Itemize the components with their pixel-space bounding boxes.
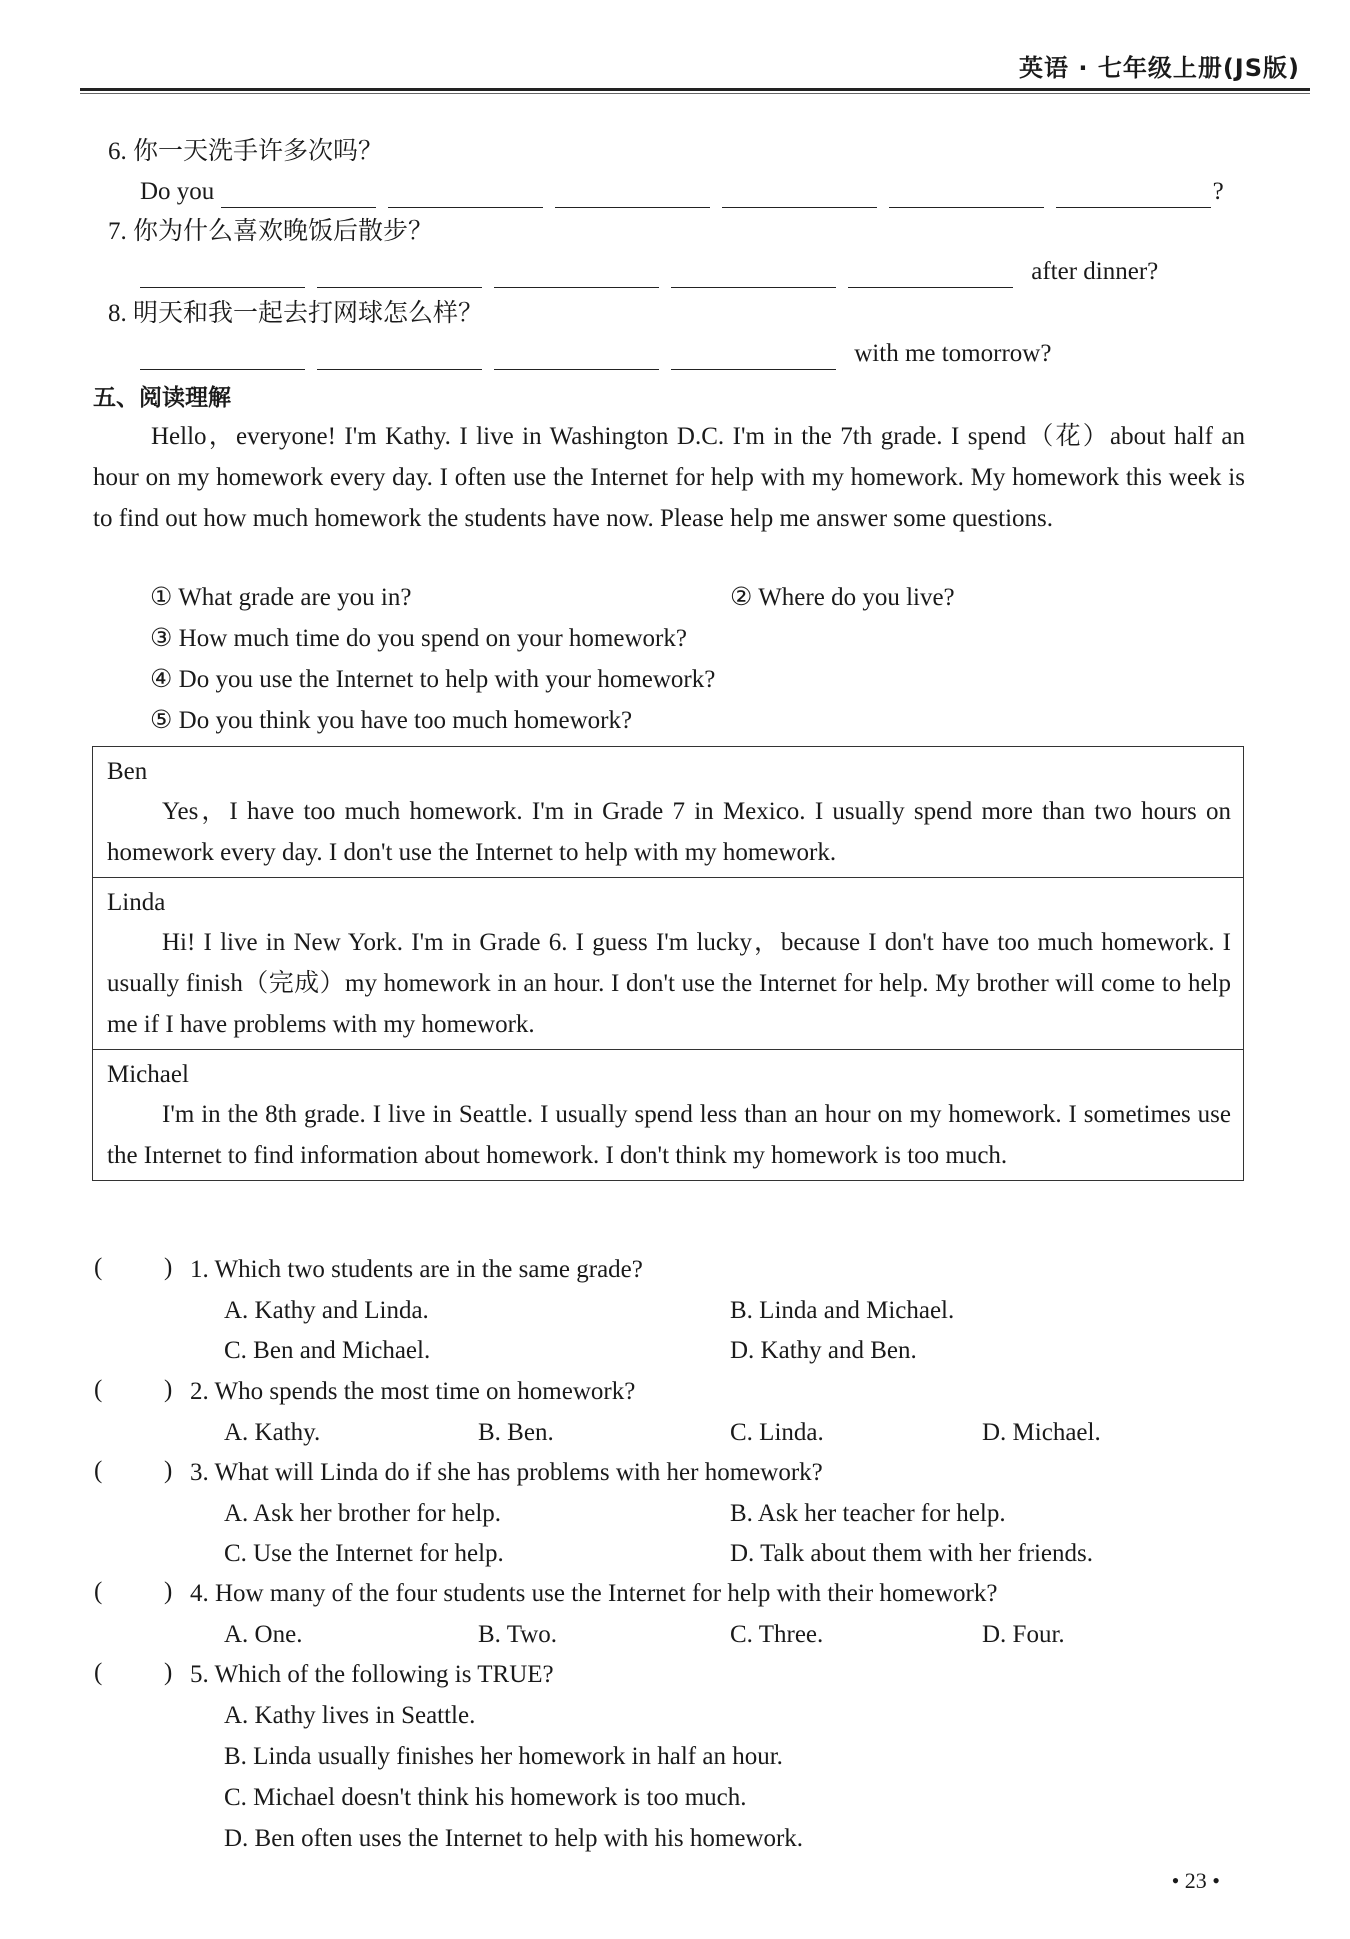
answer-paren-open: (: [94, 1659, 103, 1686]
answer-blank[interactable]: [494, 261, 659, 288]
book-title: 英语 · 七年级上册(JS版): [1019, 54, 1300, 82]
mcq-stem: 3. What will Linda do if she has problems with her homework?: [190, 1459, 823, 1486]
q8-answer-line: [140, 338, 1051, 370]
student-answer: I'm in the 8th grade. I live in Seattle. I usually spend less than an hour on my homework. I sometimes use the Internet to find information about homework. I don't think my homework is too much.: [107, 1101, 1231, 1169]
q6-lead: Do you: [140, 178, 215, 205]
answer-blank[interactable]: [555, 181, 710, 208]
mcq-option[interactable]: A. Ask her brother for help.: [224, 1500, 502, 1527]
student-name: Michael: [107, 1061, 189, 1088]
answer-blank[interactable]: [494, 343, 659, 370]
q8-prompt: 8. 明天和我一起去打网球怎么样？: [108, 300, 484, 327]
answer-paren-close: ): [164, 1376, 173, 1403]
mcq-option[interactable]: A. Kathy and Linda.: [224, 1297, 429, 1324]
answer-paren-close: ): [164, 1578, 173, 1605]
mcq-option[interactable]: D. Kathy and Ben.: [730, 1337, 917, 1364]
q7-tail: after dinner?: [1031, 258, 1159, 285]
answer-cell-ben: [93, 747, 1243, 878]
survey-question: ④ Do you use the Internet to help with your homework?: [150, 666, 716, 693]
answer-blank[interactable]: [671, 343, 836, 370]
mcq-stem: 4. How many of the four students use the Internet for help with their homework?: [190, 1580, 998, 1607]
answers-table: [92, 746, 1244, 1181]
mcq-option[interactable]: B. Linda and Michael.: [730, 1297, 955, 1324]
mcq-option[interactable]: C. Use the Internet for help.: [224, 1540, 504, 1567]
q6-answer-line: [140, 176, 1224, 208]
survey-question: ⑤ Do you think you have too much homework?: [150, 707, 633, 734]
section-heading: 五、阅读理解: [93, 385, 231, 411]
answer-blank[interactable]: [848, 261, 1013, 288]
answer-blank[interactable]: [671, 261, 836, 288]
answer-blank[interactable]: [317, 343, 482, 370]
student-answer: Hi! I live in New York. I'm in Grade 6. I guess I'm lucky，because I don't have too much homework. I usually finish（完成）my homework in an hour. I don't use the Internet for help. My brother will come to help me if I have problems with my homework.: [107, 929, 1231, 1038]
answer-blank[interactable]: [317, 261, 482, 288]
page-number: • 23 •: [1171, 1868, 1220, 1893]
answer-cell-linda: [93, 878, 1243, 1050]
mcq-option[interactable]: B. Ben.: [478, 1419, 554, 1446]
mcq-option[interactable]: B. Two.: [478, 1621, 558, 1648]
answer-blank[interactable]: [722, 181, 877, 208]
header-rule: [80, 88, 1310, 91]
answer-blank[interactable]: [388, 181, 543, 208]
answer-paren-open: (: [94, 1578, 103, 1605]
mcq-option[interactable]: D. Ben often uses the Internet to help with his homework.: [224, 1825, 804, 1852]
answer-paren-open: (: [94, 1254, 103, 1281]
header-rule-thin: [80, 93, 1310, 94]
student-name: Linda: [107, 889, 166, 916]
mcq-option[interactable]: A. Kathy.: [224, 1419, 321, 1446]
mcq-option[interactable]: C. Michael doesn't think his homework is too much.: [224, 1784, 747, 1811]
q7-answer-line: [140, 256, 1158, 288]
answer-blank[interactable]: [140, 343, 305, 370]
mcq-stem: 2. Who spends the most time on homework?: [190, 1378, 636, 1405]
mcq-option[interactable]: A. One.: [224, 1621, 303, 1648]
survey-question: ① What grade are you in?: [150, 584, 412, 611]
mcq-option[interactable]: A. Kathy lives in Seattle.: [224, 1702, 476, 1729]
mcq-option[interactable]: C. Three.: [730, 1621, 824, 1648]
answer-blank[interactable]: [1056, 181, 1211, 208]
mcq-option[interactable]: B. Linda usually finishes her homework in half an hour.: [224, 1743, 783, 1770]
q8-tail: with me tomorrow?: [854, 340, 1052, 367]
answer-paren-close: ): [164, 1254, 173, 1281]
q6-question-mark: ?: [1212, 178, 1224, 205]
answer-paren-close: ): [164, 1457, 173, 1484]
answer-blank[interactable]: [221, 181, 376, 208]
mcq-option[interactable]: D. Talk about them with her friends.: [730, 1540, 1093, 1567]
answer-cell-michael: [93, 1050, 1243, 1180]
student-name: Ben: [107, 758, 148, 785]
q7-prompt: 7. 你为什么喜欢晚饭后散步？: [108, 218, 434, 245]
survey-question: ③ How much time do you spend on your homework?: [150, 625, 687, 652]
mcq-option[interactable]: C. Linda.: [730, 1419, 824, 1446]
mcq-option[interactable]: B. Ask her teacher for help.: [730, 1500, 1006, 1527]
q6-prompt: 6. 你一天洗手许多次吗？: [108, 138, 384, 165]
mcq-stem: 5. Which of the following is TRUE?: [190, 1661, 554, 1688]
answer-blank[interactable]: [140, 261, 305, 288]
survey-question: ② Where do you live?: [730, 584, 955, 611]
intro-paragraph: Hello，everyone! I'm Kathy. I live in Washington D.C. I'm in the 7th grade. I spend（花）about half an hour on my homework every day. I often use the Internet for help with my homework. My homework this week is to find out how much homework the students have now. Please help me answer some questions.: [93, 423, 1245, 532]
mcq-option[interactable]: C. Ben and Michael.: [224, 1337, 431, 1364]
mcq-option[interactable]: D. Four.: [982, 1621, 1065, 1648]
answer-paren-open: (: [94, 1376, 103, 1403]
answer-paren-close: ): [164, 1659, 173, 1686]
answer-paren-open: (: [94, 1457, 103, 1484]
student-answer: Yes，I have too much homework. I'm in Grade 7 in Mexico. I usually spend more than two hours on homework every day. I don't use the Internet to help with my homework.: [107, 798, 1231, 866]
mcq-stem: 1. Which two students are in the same grade?: [190, 1256, 643, 1283]
answer-blank[interactable]: [889, 181, 1044, 208]
mcq-option[interactable]: D. Michael.: [982, 1419, 1101, 1446]
